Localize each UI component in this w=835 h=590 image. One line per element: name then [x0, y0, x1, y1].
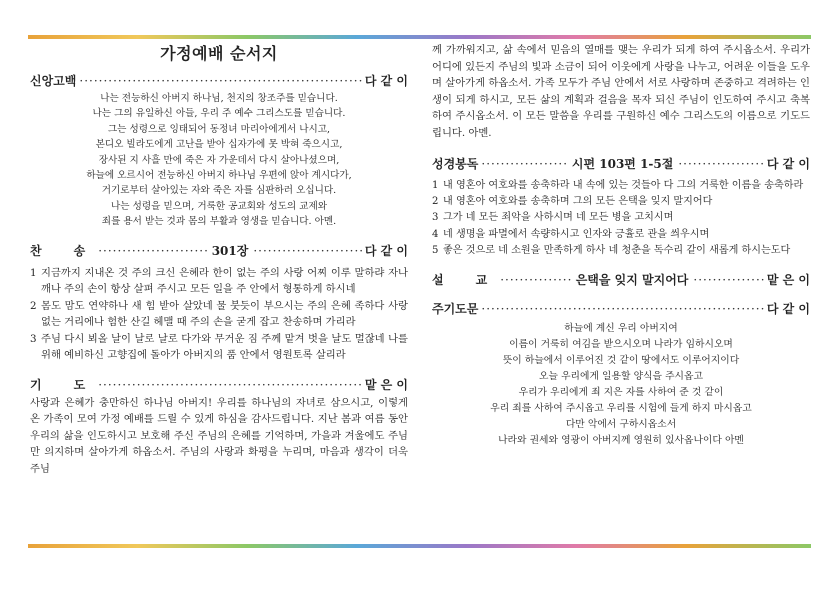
- verse-number: 1: [30, 266, 37, 279]
- leader-dots: [98, 378, 362, 392]
- scripture-verse: [432, 194, 810, 210]
- lords-prayer-header: [432, 300, 810, 317]
- sermon-title: 은택을 잊지 말지어다: [575, 273, 689, 288]
- scripture-verse: [432, 243, 810, 259]
- creed-text: [30, 91, 408, 230]
- text-line: 나는 성령을 믿으며, 거룩한 공교회와 성도의 교제와: [111, 200, 327, 212]
- leader-dots: [678, 157, 764, 171]
- leader-dots: [79, 74, 361, 88]
- scripture-verse: [432, 227, 810, 243]
- sermon-header: [432, 271, 810, 288]
- leader-dots: [98, 244, 207, 258]
- verse-text: 지금까지 지내온 것 주의 크신 은혜라 한이 없는 주의 사랑 어찌 이루 말하랴 자나 깨나 주의 손이 항상 살펴 주시고 모든 일을 주 안에서 형통하게 하시네: [41, 266, 408, 296]
- text-line: 거기로부터 살아있는 자와 죽은 자를 심판하러 오십니다.: [101, 185, 337, 197]
- creed-header: [30, 72, 408, 89]
- sermon-leader: 맡 은 이: [766, 273, 811, 288]
- verse-text: 네 생명을 파멸에서 속량하시고 인자와 긍휼로 관을 씌우시며: [443, 228, 710, 240]
- scripture-label: 성경봉독: [432, 157, 479, 171]
- leader-dots: [481, 157, 567, 171]
- text-line: 하늘에 계신 우리 아버지여: [564, 323, 678, 335]
- text-line: 이름이 거룩히 여김을 받으시오며 나라가 임하시오며: [509, 339, 733, 351]
- leader-dots: [693, 273, 764, 287]
- verse-number: 3: [30, 332, 37, 345]
- lords-prayer-text: [432, 321, 810, 449]
- text-line: 나라와 권세와 영광이 아버지께 영원히 있사옵나이다 아멘: [498, 435, 744, 447]
- prayer-label: 기 도: [30, 377, 96, 392]
- verse-number: 1: [432, 180, 439, 191]
- hymn-verse: [30, 298, 408, 331]
- left-column: [30, 40, 408, 477]
- text-line: 나는 그의 유일하신 아들, 우리 주 예수 그리스도를 믿습니다.: [92, 108, 346, 120]
- verse-text: 그가 네 모든 죄악을 사하시며 네 모든 병을 고치시며: [443, 212, 674, 224]
- hymn-number: 301장: [211, 243, 249, 258]
- text-line: 오늘 우리에게 일용할 양식을 주시옵고: [539, 371, 703, 383]
- sermon-label: 설 교: [432, 273, 498, 288]
- right-column: [432, 40, 810, 449]
- lords-prayer-leader: 다 같 이: [766, 302, 810, 317]
- verse-text: 주님 다시 뵈올 날이 날로 날로 다가와 무거운 짐 주께 맡겨 벗을 날도 멀잖네 나를 위해 예비하신 고향집에 돌아가 아버지의 품 안에서 영원토록 살리라: [41, 332, 408, 362]
- text-line: 우리 죄를 사하여 주시옵고 우리를 시험에 들게 하지 마시옵고: [490, 403, 752, 415]
- leader-dots: [481, 302, 763, 316]
- text-line: 장사된 지 사흘 만에 죽은 자 가운데서 다시 살아나셨으며,: [98, 154, 340, 166]
- verse-text: 내 영혼아 여호와를 송축하라 내 속에 있는 것들아 다 그의 거룩한 이름을 송축하라: [443, 180, 804, 191]
- lords-prayer-label: 주기도문: [432, 302, 479, 317]
- top-decorative-stripe: [28, 35, 811, 39]
- text-line: 우리가 우리에게 죄 지은 자를 사하여 준 것 같이: [518, 387, 724, 399]
- verse-text: 내 영혼아 여호와를 송축하며 그의 모든 은택을 잊지 말지어다: [443, 196, 713, 208]
- scripture-verse: [432, 178, 810, 194]
- bottom-decorative-stripe: [28, 544, 811, 548]
- hymn-verse: [30, 265, 408, 298]
- verse-number: 2: [30, 299, 37, 312]
- text-line: 본디오 빌라도에게 고난을 받아 십자가에 못 박혀 죽으시고,: [95, 139, 343, 151]
- scripture-leader: 다 같 이: [766, 157, 810, 171]
- page-title: 가정예배 순서지: [160, 44, 278, 63]
- verse-number: 5: [432, 244, 439, 256]
- prayer-text-right: 께 가까워지고, 삶 속에서 믿음의 열매를 맺는 우리가 되게 하여 주시옵소서. 우리가 어디에 있든지 주님의 빛과 소금이 되어 이웃에게 사랑을 나누고, 어려운 이들을 도우며 살아가게 하옵소서. 가족 모두가 주님 안에서 서로 사랑하며 존중하고 격려하는 인생이 되게 하시고, 모든 삶의 계획과 걸음을 목자 되신 주님이 인도하여 주시고 축복하여 주시옵소서. 이 모든 말씀을 우리를 구원하신 예수 그리스도의 이름으로 기도드립니다. 아멘.: [432, 44, 810, 139]
- hymn-header: [30, 242, 408, 259]
- text-line: 죄를 용서 받는 것과 몸의 부활과 영생을 믿습니다. 아멘.: [101, 216, 337, 228]
- text-line: 나는 전능하신 아버지 하나님, 천지의 창조주를 믿습니다.: [100, 93, 338, 104]
- text-line: 뜻이 하늘에서 이루어진 것 같이 땅에서도 이루어지이다: [502, 355, 740, 367]
- leader-dots: [253, 244, 362, 258]
- text-line: 그는 성령으로 잉태되어 동정녀 마리아에게서 나시고,: [107, 123, 331, 135]
- verse-text: 몸도 맘도 연약하나 새 힘 받아 살았네 물 붓듯이 부으시는 주의 은혜 족하다 사랑 없는 거리에나 험한 산길 헤맬 때 주의 손을 굳게 잡고 찬송하며 가리라: [41, 299, 408, 329]
- verse-number: 3: [432, 212, 439, 224]
- text-line: 다만 악에서 구하시옵소서: [565, 419, 677, 431]
- leader-dots: [500, 273, 571, 287]
- verse-number: 4: [432, 228, 439, 240]
- hymn-verses: [30, 265, 408, 364]
- prayer-leader: 맡 은 이: [364, 377, 408, 392]
- prayer-text-left: 사랑과 은혜가 충만하신 하나님 아버지! 우리를 하나님의 자녀로 삼으시고, 이렇게 온 가족이 모여 가정 예배를 드릴 수 있게 하심을 감사드립니다. 지난 봄과 여름 동안 우리의 삶을 인도하시고 보호해 주신 주님의 은혜를 기억하며, 가을과 겨울에도 주님만 의지하며 살아가게 하옵소서. 주님의 사랑과 화평을 누리며, 마음과 생각이 더욱 주님: [30, 396, 408, 475]
- creed-leader: 다 같 이: [364, 74, 408, 88]
- scripture-verses: [432, 178, 810, 259]
- hymn-leader: 다 같 이: [364, 243, 409, 258]
- scripture-verse: [432, 210, 810, 226]
- prayer-header: [30, 376, 408, 393]
- text-line: 하늘에 오르시어 전능하신 아버지 하나님 우편에 앉아 계시다가,: [86, 170, 352, 182]
- hymn-label: 찬 송: [30, 243, 96, 258]
- verse-text: 좋은 것으로 네 소원을 만족하게 하사 네 청춘을 독수리 같이 새롭게 하시는도다: [443, 244, 791, 256]
- verse-number: 2: [432, 196, 439, 208]
- creed-label: 신앙고백: [30, 74, 77, 88]
- scripture-header: [432, 155, 810, 172]
- hymn-verse: [30, 331, 408, 364]
- scripture-reference: 시편 103편 1-5절: [571, 157, 674, 171]
